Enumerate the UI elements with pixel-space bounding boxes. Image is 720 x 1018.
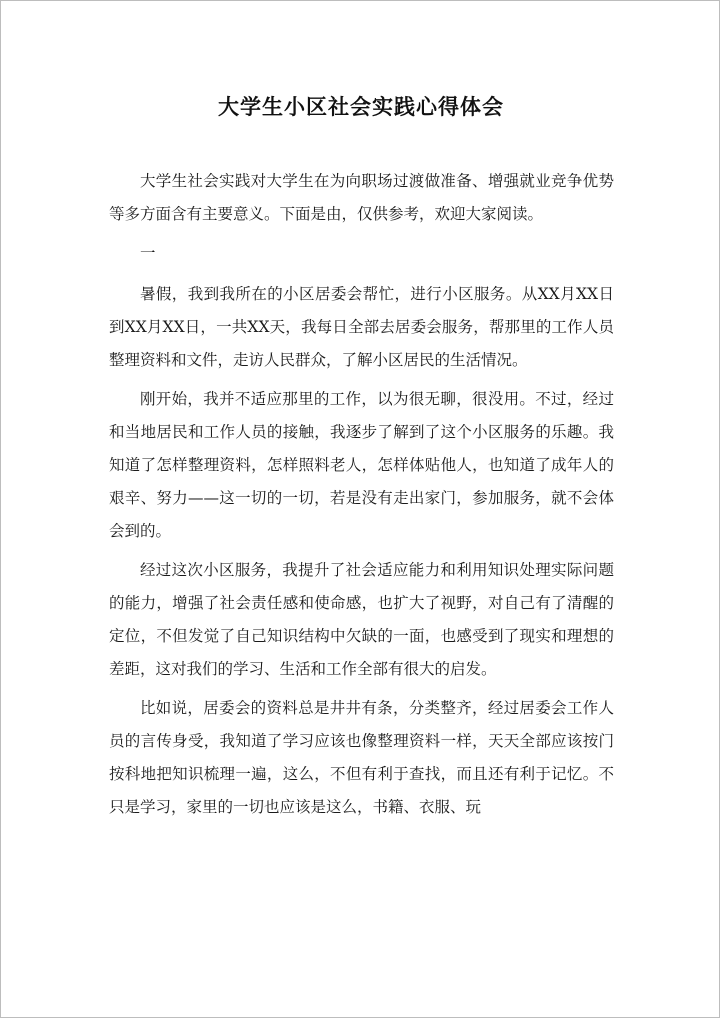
document-body (109, 165, 614, 830)
document-title: 大学生小区社会实践心得体会 (218, 94, 504, 119)
section-marker: 一 (140, 244, 156, 262)
body-paragraph: 经过这次小区服务，我提升了社会适应能力和利用知识处理实际问题的能力，增强了社会责任感和使命感，也扩大了视野，对自己有了清醒的定位，不但发觉了自己知识结构中欠缺的一面，也感受到了现实和理想的差距，这对我们的学习、生活和工作全部有很大的启发。 (109, 561, 614, 678)
body-paragraph: 刚开始，我并不适应那里的工作，以为很无聊，很没用。不过，经过和当地居民和工作人员的接触，我逐步了解到了这个小区服务的乐趣。我知道了怎样整理资料，怎样照料老人，怎样体贴他人，也知道了成年人的艰辛、努力——这一切的一切，若是没有走出家门，参加服务，就不会体会到的。 (109, 390, 614, 540)
intro-paragraph: 大学生社会实践对大学生在为向职场过渡做准备、增强就业竞争优势等多方面含有主要意义。下面是由，仅供参考，欢迎大家阅读。 (109, 172, 614, 223)
body-paragraph: 暑假，我到我所在的小区居委会帮忙，进行小区服务。从XX月XX日到XX月XX日，一共XX天，我每日全部去居委会服务，帮那里的工作人员整理资料和文件，走访人民群众，了解小区居民的生活情况。 (109, 285, 614, 369)
body-paragraph: 比如说，居委会的资料总是井井有条，分类整齐，经过居委会工作人员的言传身受，我知道了学习应该也像整理资料一样，天天全部应该按门按科地把知识梳理一遍，这么，不但有利于查找，而且还有利于记忆。不只是学习，家里的一切也应该是这么，书籍、衣服、玩 (109, 699, 614, 816)
